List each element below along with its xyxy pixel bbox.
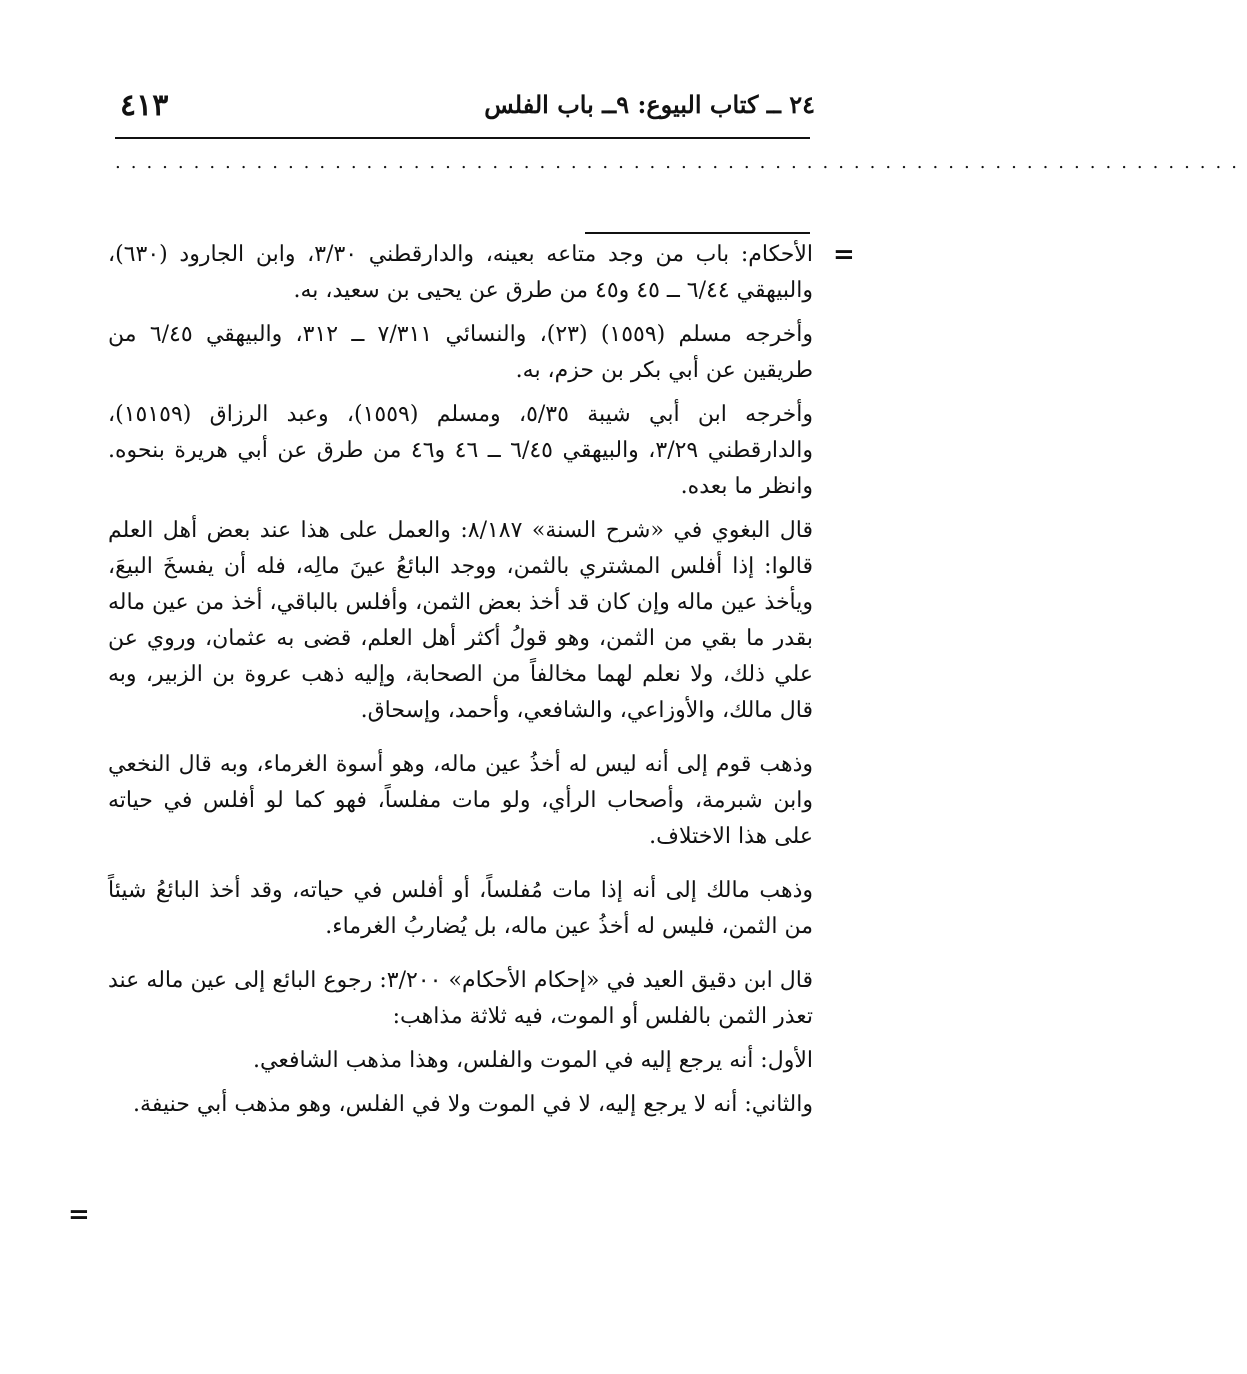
page-number: ٤١٣ <box>120 88 169 123</box>
footnote-paragraph: وأخرجه ابن أبي شيبة ٥/٣٥، ومسلم (١٥٥٩)، وعبد الرزاق (١٥١٥٩)، والدارقطني ٣/٢٩، والبيهقي ٦/٤٥ ــ ٤٦ و٤٦ من طرق عن أبي هريرة بنحوه. وانظر ما بعده. <box>108 402 813 499</box>
footnote-paragraph: الأول: أنه يرجع إليه في الموت والفلس، وهذا مذهب الشافعي. <box>253 1048 813 1073</box>
footnote-paragraph: وذهب مالك إلى أنه إذا مات مُفلساً، أو أفلس في حياته، وقد أخذ البائعُ شيئاً من الثمن، فليس له أخذُ عين ماله، بل يُضاربُ الغرماء. <box>108 878 813 939</box>
footnote-rule <box>585 232 810 234</box>
dotted-separator: ........................................................................ <box>115 152 1247 173</box>
running-head: ٢٤ ــ كتاب البيوع: ٩ــ باب الفلس <box>484 90 815 119</box>
footnote-paragraph: وأخرجه مسلم (١٥٥٩) (٢٣)، والنسائي ٧/٣١١ ــ ٣١٢، والبيهقي ٦/٤٥ من طريقين عن أبي بكر بن حزم، به. <box>108 322 813 383</box>
footnote-paragraph: والثاني: أنه لا يرجع إليه، لا في الموت ولا في الفلس، وهو مذهب أبي حنيفة. <box>133 1092 813 1117</box>
footnote-paragraph: قال ابن دقيق العيد في «إحكام الأحكام» ٣/٢٠٠: رجوع البائع إلى عين ماله عند تعذر الثمن بالفلس أو الموت، فيه ثلاثة مذاهب: <box>108 968 813 1029</box>
footnote-body <box>108 237 813 1131</box>
footnote-paragraph: قال البغوي في «شرح السنة» ٨/١٨٧: والعمل على هذا عند بعض أهل العلم قالوا: إذا أفلس المشتري بالثمن، ووجد البائعُ عينَ مالِه، فله أن يفسخَ البيعَ، ويأخذ عين ماله وإن كان قد أخذ بعض الثمن، وأفلس بالباقي، أخذ من عين ماله بقدر ما بقي من الثمن، وهو قولُ أكثر أهل العلم، قضى به عثمان، وروي عن علي ذلك، ولا نعلم لهما مخالفاً من الصحابة، وإليه ذهب عروة بن الزبير، وبه قال مالك، والأوزاعي، والشافعي، وأحمد، وإسحاق. <box>108 518 813 723</box>
continuation-mark-top: = <box>833 240 855 270</box>
footnote-paragraph: وذهب قوم إلى أنه ليس له أخذُ عين ماله، وهو أسوة الغرماء، وبه قال النخعي وابن شبرمة، وأصحاب الرأي، ولو مات مفلساً، فهو كما لو أفلس في حياته على هذا الاختلاف. <box>108 752 813 849</box>
header-rule <box>115 137 810 139</box>
footnote-paragraph: الأحكام: باب من وجد متاعه بعينه، والدارقطني ٣/٣٠، وابن الجارود (٦٣٠)، والبيهقي ٦/٤٤ ــ ٤٥ و٤٥ من طرق عن يحيى بن سعيد، به. <box>108 242 813 303</box>
continuation-mark-bottom: = <box>68 1200 90 1230</box>
